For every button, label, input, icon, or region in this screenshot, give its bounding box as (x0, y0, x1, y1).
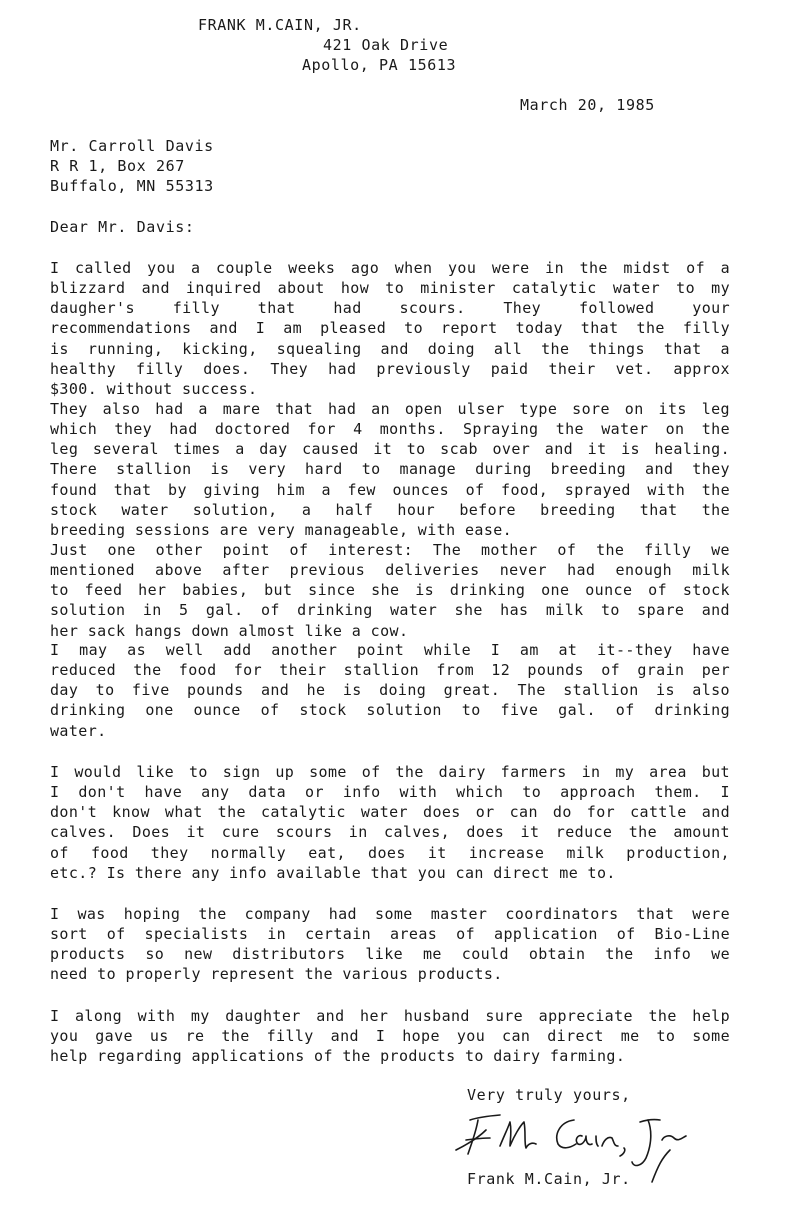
body-line: leg several times a day caused it to scab over and it is healing. (50, 440, 730, 459)
body-line: I was hoping the company had some master coordinators that were (50, 905, 730, 923)
body-line: I would like to sign up some of the dairy farmers in my area but (50, 763, 730, 781)
recipient-address-1: R R 1, Box 267 (50, 157, 185, 175)
recipient-address-2: Buffalo, MN 55313 (50, 177, 214, 195)
body-line: found that by giving him a few ounces of food, sprayed with the (50, 480, 730, 499)
body-line: of food they normally eat, does it increase milk production, (50, 843, 730, 862)
body-line: sort of specialists in certain areas of application of Bio-Line (50, 925, 730, 944)
body-line: $300. without success. (50, 379, 258, 398)
body-line: daugher's filly that had scours. They followed your (50, 299, 730, 318)
body-line: I don't have any data or info with which to approach them. I (50, 783, 730, 802)
body-line: I called you a couple weeks ago when you were in the midst of a (50, 259, 730, 277)
letterhead-city: Apollo, PA 15613 (302, 56, 457, 74)
body-line: need to properly represent the various products. (50, 965, 503, 984)
body-line: breeding sessions are very manageable, with ease. (50, 520, 513, 539)
recipient-name: Mr. Carroll Davis (50, 137, 214, 155)
body-paragraph-2 (50, 399, 730, 540)
body-line: don't know what the catalytic water does or can do for cattle and (50, 803, 730, 822)
body-line: stock water solution, a half hour before breeding that the (50, 500, 730, 519)
body-line: drinking one ounce of stock solution to five gal. of drinking (50, 701, 730, 720)
letter-date: March 20, 1985 (520, 96, 655, 114)
body-line: water. (50, 721, 107, 740)
body-paragraph-1 (50, 258, 730, 399)
body-line: Just one other point of interest: The mother of the filly we (50, 541, 730, 559)
letterhead-name: FRANK M.CAIN, JR. (198, 16, 362, 34)
body-paragraph-4 (50, 640, 730, 741)
letterhead-street: 421 Oak Drive (323, 36, 449, 54)
body-line: you gave us re the filly and I hope you can direct me to some (50, 1027, 730, 1046)
signer-name: Frank M.Cain, Jr. (467, 1170, 631, 1188)
body-line: I along with my daughter and her husband sure appreciate the help (50, 1007, 730, 1025)
body-line: etc.? Is there any info available that you can direct me to. (50, 863, 616, 882)
body-line: day to five pounds and he is doing great. The stallion is also (50, 681, 730, 700)
body-paragraph-3 (50, 540, 730, 641)
body-line: to feed her babies, but since she is drinking one ounce of stock (50, 581, 730, 600)
body-line: I may as well add another point while I am at it--they have (50, 641, 730, 659)
body-paragraph-7 (50, 1006, 730, 1066)
body-line: healthy filly does. They had previously paid their vet. approx (50, 359, 730, 378)
body-paragraph-5 (50, 762, 730, 883)
body-line: solution in 5 gal. of drinking water she has milk to spare and (50, 601, 730, 620)
body-line: is running, kicking, squealing and doing all the things that a (50, 339, 730, 358)
body-line: blizzard and inquired about how to minister catalytic water to my (50, 279, 730, 298)
body-line: which they had doctored for 4 months. Spraying the water on the (50, 420, 730, 439)
body-line: There stallion is very hard to manage during breeding and they (50, 460, 730, 479)
body-line: They also had a mare that had an open ulser type sore on its leg (50, 400, 730, 418)
body-paragraph-6 (50, 904, 730, 985)
body-line: her sack hangs down almost like a cow. (50, 621, 409, 640)
salutation: Dear Mr. Davis: (50, 218, 195, 236)
body-line: mentioned above after previous deliveries never had enough milk (50, 561, 730, 580)
body-line: help regarding applications of the products to dairy farming. (50, 1047, 626, 1066)
body-line: reduced the food for their stallion from 12 pounds of grain per (50, 661, 730, 680)
closing: Very truly yours, (467, 1086, 631, 1104)
body-line: recommendations and I am pleased to report today that the filly (50, 319, 730, 338)
body-line: products so new distributors like me could obtain the info we (50, 945, 730, 964)
body-line: calves. Does it cure scours in calves, does it reduce the amount (50, 823, 730, 842)
